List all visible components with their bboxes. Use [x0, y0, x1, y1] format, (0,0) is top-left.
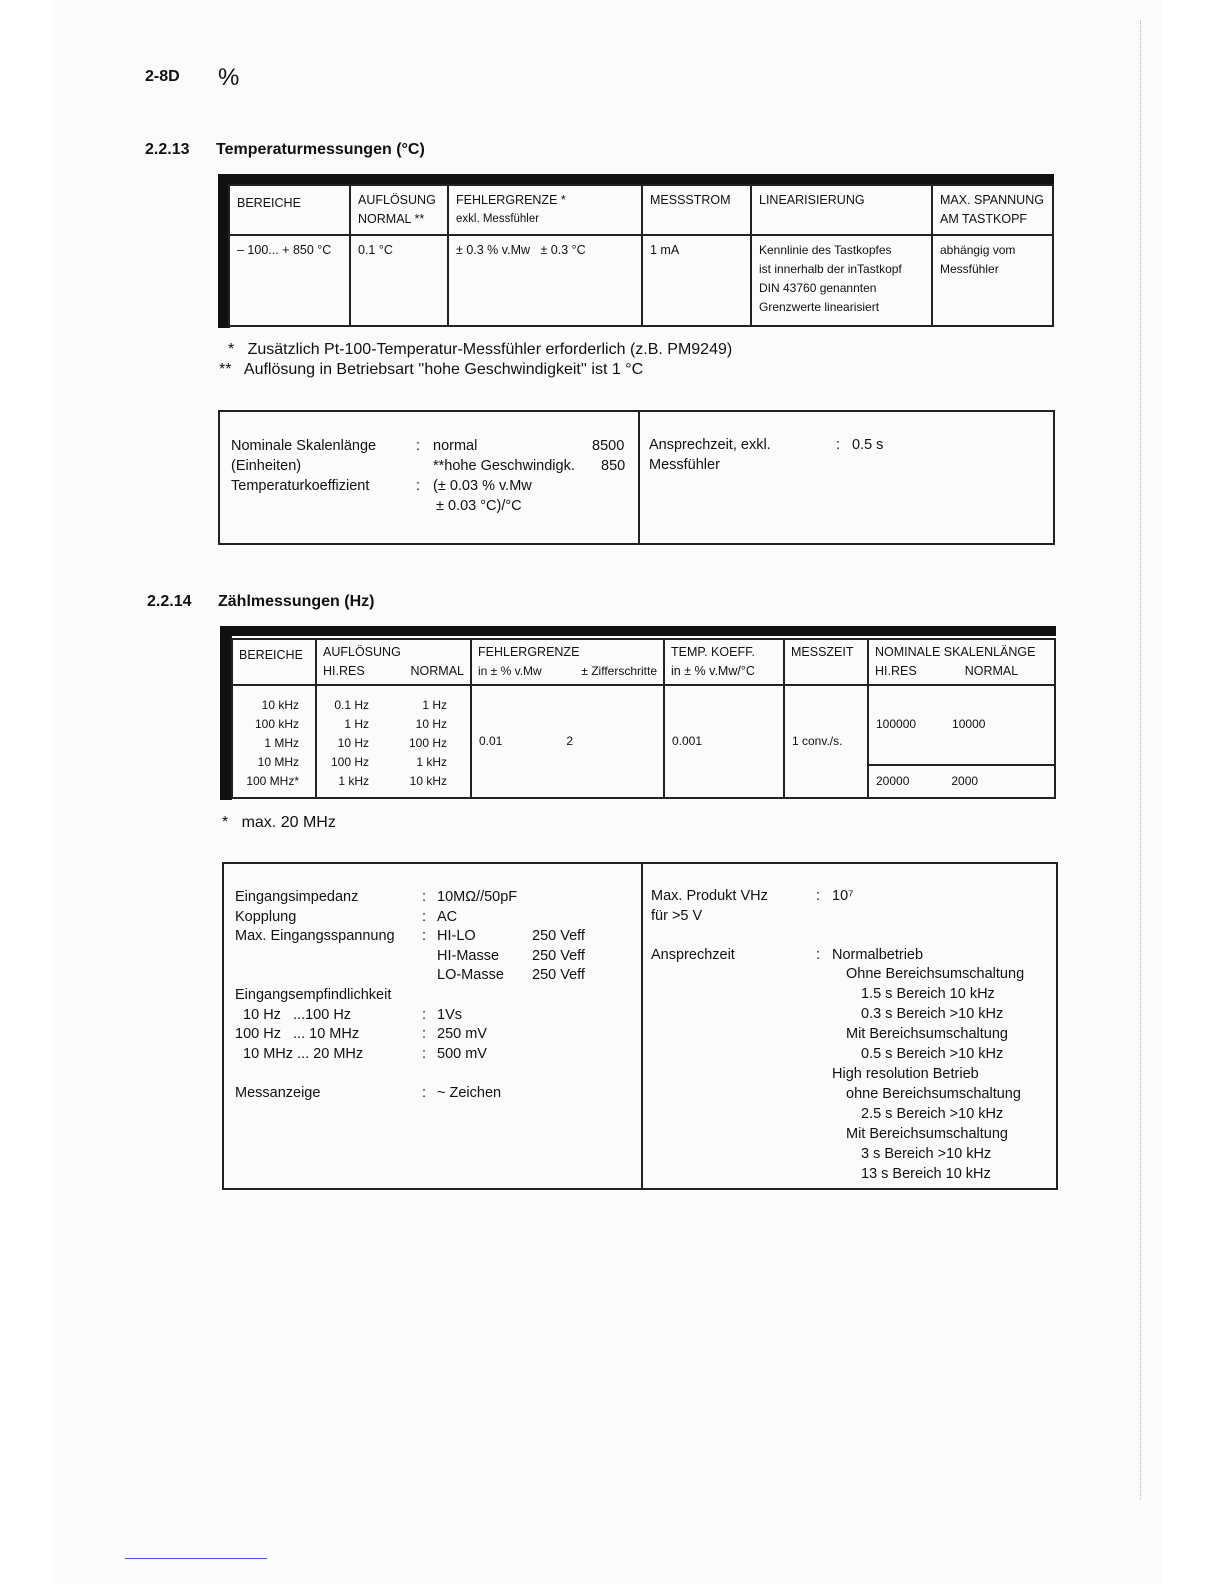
- info-colon: :: [816, 947, 821, 963]
- bottom-rule: [125, 1558, 267, 1559]
- response-time-list: [832, 964, 1042, 1184]
- spec-row: [235, 926, 635, 946]
- spec-row: [235, 1024, 635, 1044]
- box-divider: [641, 864, 643, 1188]
- response-line: 1.5 s Bereich 10 kHz: [861, 986, 995, 1002]
- info-label: Ansprechzeit: [651, 947, 735, 963]
- cell-resolutions: 0.1 Hz 1 Hz 10 Hz 100 Hz 1 kHz 1 Hz 10 Hz 100 Hz 1 kHz 10 kHz: [316, 685, 471, 798]
- spec-label: Eingangsimpedanz: [235, 889, 359, 905]
- box-divider: [638, 412, 640, 543]
- response-line: Mit Bereichsumschaltung: [846, 1126, 1008, 1142]
- spec-val: 250 mV: [437, 1026, 487, 1043]
- header-aufloesung: AUFLÖSUNG HI.RES NORMAL: [316, 639, 471, 685]
- header-aufloesung: AUFLÖSUNG NORMAL **: [350, 185, 448, 235]
- header-messstrom: MESSSTROM: [642, 185, 751, 235]
- section-number: 2.2.14: [147, 593, 192, 610]
- cell-measure-time: 1 conv./s.: [784, 685, 868, 798]
- spec-val: AC: [437, 908, 458, 925]
- info-value: ± 0.03 °C)/°C: [436, 498, 522, 514]
- spec-colon: :: [422, 889, 427, 905]
- cell-resolution: 0.1 °C: [350, 235, 448, 326]
- info-key: normal: [433, 438, 478, 454]
- spec-colon: :: [422, 1006, 427, 1023]
- info-label: (Einheiten): [231, 458, 302, 474]
- info-colon: :: [416, 478, 421, 494]
- response-line: 0.5 s Bereich >10 kHz: [861, 1046, 1004, 1062]
- info-value: (± 0.03 % v.Mw: [433, 478, 532, 494]
- header-max-spannung: MAX. SPANNUNG AM TASTKOPF: [932, 185, 1053, 235]
- spec-val: 500 mV: [437, 1045, 487, 1062]
- cell-scale-1: 100000 10000: [868, 685, 1055, 765]
- header-messzeit: MESSZEIT: [784, 639, 868, 685]
- spec-row: [235, 946, 635, 966]
- info-colon: :: [416, 438, 421, 454]
- spec-label: Kopplung: [235, 908, 297, 925]
- response-line: Ohne Bereichsumschaltung: [846, 966, 1025, 982]
- frequency-info-box: [222, 862, 1058, 1190]
- info-value: 8500: [592, 438, 625, 454]
- input-specs-list: [235, 887, 635, 1103]
- spec-label: 100 Hz ... 10 MHz: [235, 1026, 360, 1043]
- spec-colon: :: [422, 1026, 427, 1043]
- cell-current: 1 mA: [642, 235, 751, 326]
- info-value: 10⁷: [832, 888, 854, 904]
- spec-row: [235, 1083, 635, 1103]
- spec-row: [235, 985, 635, 1005]
- spec-val: HI-LO: [437, 928, 476, 945]
- spec-label: Messanzeige: [235, 1084, 321, 1101]
- spec-row: [235, 1005, 635, 1025]
- header-temp-koeff: TEMP. KOEFF. in ± % v.Mw/°C: [664, 639, 784, 685]
- spec-label: 10 MHz ... 20 MHz: [235, 1045, 364, 1062]
- info-label: Nominale Skalenlänge: [231, 438, 377, 454]
- section-number: 2.2.13: [145, 141, 190, 158]
- info-value: 850: [601, 458, 626, 474]
- frequency-spec-table: [231, 638, 1056, 799]
- footnote: * Zusätzlich Pt-100-Temperatur-Messfühler erforderlich (z.B. PM9249): [228, 341, 733, 358]
- spec-label: 10 Hz ...100 Hz: [235, 1006, 352, 1023]
- spec-val2: 250 Veff: [532, 947, 585, 964]
- header-fehlergrenze: FEHLERGRENZE * exkl. Messfühler: [448, 185, 642, 235]
- cell-error: ± 0.3 % v.Mw ± 0.3 °C: [448, 235, 642, 326]
- response-line: 0.3 s Bereich >10 kHz: [861, 1006, 1004, 1022]
- section-title: Zählmessungen (Hz): [218, 593, 375, 610]
- header-skalenlaenge: NOMINALE SKALENLÄNGE HI.RES NORMAL: [868, 639, 1055, 685]
- info-value: Normalbetrieb: [832, 947, 924, 963]
- cell-ranges: 10 kHz 100 kHz 1 MHz 10 MHz 100 MHz*: [232, 685, 316, 798]
- cell-linearisation: Kennlinie des Tastkopfes ist innerhalb der inTastkopf DIN 43760 genannten Grenzwerte linearisiert: [751, 235, 932, 326]
- response-line: 3 s Bereich >10 kHz: [861, 1146, 992, 1162]
- spec-val: 10MΩ//50pF: [437, 889, 518, 905]
- spec-val: 1Vs: [437, 1006, 462, 1023]
- temperature-spec-table: [228, 184, 1054, 327]
- spec-val2: 250 Veff: [532, 967, 585, 984]
- info-label: Messfühler: [649, 457, 720, 473]
- header-bereiche: BEREICHE: [232, 639, 316, 685]
- table-shadow-top: [218, 174, 1054, 184]
- spec-val: HI-Masse: [437, 947, 500, 964]
- spec-row: [235, 907, 635, 927]
- info-label: für >5 V: [651, 908, 703, 924]
- response-line: Mit Bereichsumschaltung: [846, 1026, 1008, 1042]
- spec-val: LO-Masse: [437, 967, 504, 984]
- info-label: Temperaturkoeffizient: [231, 478, 370, 494]
- info-colon: :: [816, 888, 821, 904]
- header-bereiche: BEREICHE: [229, 185, 350, 235]
- response-line: 13 s Bereich 10 kHz: [861, 1166, 991, 1182]
- info-label: Ansprechzeit, exkl.: [649, 437, 771, 453]
- temperature-info-box: [218, 410, 1055, 545]
- spec-row: [235, 965, 635, 985]
- header-fehlergrenze: FEHLERGRENZE in ± % v.Mw ± Zifferschritte: [471, 639, 664, 685]
- spec-label: Eingangsempfindlichkeit: [235, 986, 392, 1003]
- spec-val2: 250 Veff: [532, 928, 585, 945]
- response-line: ohne Bereichsumschaltung: [846, 1086, 1021, 1102]
- spec-colon: :: [422, 1084, 427, 1101]
- spec-val: ~ Zeichen: [437, 1084, 502, 1101]
- spec-row: [235, 1063, 635, 1083]
- info-value: 0.5 s: [852, 437, 884, 453]
- response-line: High resolution Betrieb: [832, 1066, 979, 1082]
- spec-colon: :: [422, 1045, 427, 1062]
- spec-row: [235, 887, 635, 907]
- info-key: **hohe Geschwindigk.: [433, 458, 575, 474]
- table-shadow-top: [220, 626, 1056, 636]
- cell-temp-coeff: 0.001: [664, 685, 784, 798]
- info-colon: :: [836, 437, 841, 453]
- cell-range: – 100... + 850 °C: [229, 235, 350, 326]
- info-label: Max. Produkt VHz: [651, 888, 768, 904]
- section-title: Temperaturmessungen (°C): [216, 141, 425, 158]
- page-code: 2-8D: [145, 68, 180, 85]
- scan-edge-marks: [1140, 20, 1145, 1500]
- cell-scale-2: 20000 2000: [868, 765, 1055, 798]
- footnote: ** Auflösung in Betriebsart ''hohe Geschwindigkeit'' ist 1 °C: [219, 361, 644, 378]
- header-linearisierung: LINEARISIERUNG: [751, 185, 932, 235]
- footnote: * max. 20 MHz: [222, 814, 336, 831]
- response-line: 2.5 s Bereich >10 kHz: [861, 1106, 1004, 1122]
- spec-row: [235, 1044, 635, 1064]
- spec-label: Max. Eingangsspannung: [235, 928, 395, 945]
- page-symbol: %: [218, 64, 240, 91]
- cell-max-voltage: abhängig vom Messfühler: [932, 235, 1053, 326]
- spec-colon: :: [422, 928, 427, 945]
- spec-colon: :: [422, 908, 427, 925]
- cell-error-limits: 0.01 2: [471, 685, 664, 798]
